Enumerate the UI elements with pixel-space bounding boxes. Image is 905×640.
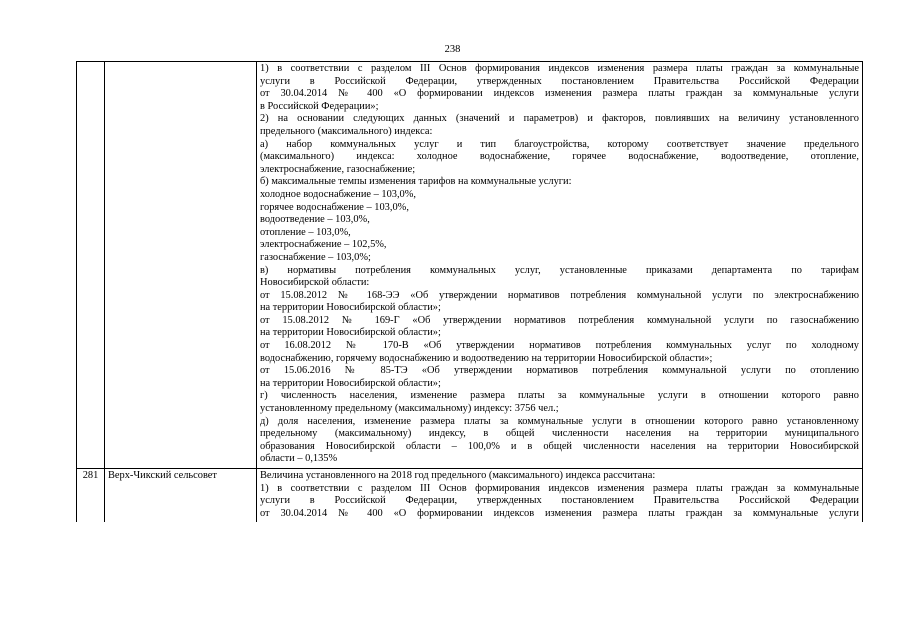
description-line: предельного (максимального) индекса: [260, 125, 433, 137]
description-line: отопление – 103,0%, [260, 226, 351, 238]
description-line: 2) на основании следующих данных (значений и параметров) и факторов, повлиявших на величину установленного [260, 113, 859, 125]
description-line: д) доля населения, изменение размера платы за коммунальные услуги в отношении которого равно установленному [260, 415, 859, 427]
description-line: б) максимальные темпы изменения тарифов на коммунальные услуги: [260, 176, 572, 188]
page-number: 238 [444, 44, 461, 55]
description-line: 1) в соответствии с разделом III Основ формирования индексов изменения размера платы граждан за коммунальные [260, 482, 859, 494]
description-line: электроснабжение – 102,5%, [260, 239, 387, 251]
table-row [77, 62, 863, 469]
description-line: установленному предельному (максимальному) индексу: 3756 чел.; [260, 403, 559, 415]
description-line: холодное водоснабжение – 103,0%, [260, 188, 417, 200]
description-line: горячее водоснабжение – 103,0%, [260, 201, 409, 213]
description-line: водоотведение – 103,0%, [260, 214, 370, 226]
municipality-name-cell: Верх-Чикский сельсовет [105, 469, 257, 523]
index-table [76, 61, 863, 522]
description-line: на территории Новосибирской области»; [260, 327, 441, 339]
description-line: Величина установленного на 2018 год предельного (максимального) индекса рассчитана: [260, 470, 656, 481]
description-line: от 15.08.2012 № 169-Г «Об утверждении нормативов потребления коммунальной услуги по газоснабжению [260, 314, 859, 326]
description-line: области – 0,135% [260, 453, 338, 465]
description-cell [257, 469, 863, 523]
description-line: Новосибирской области: [260, 277, 370, 289]
description-line: услуги в Российской Федерации, утвержденных постановлением Правительства Российской Федерации [260, 495, 859, 507]
row-number-cell [77, 62, 105, 469]
description-line: от 15.06.2016 № 85-ТЭ «Об утверждении нормативов потребления коммунальной услуги по отоплению [260, 365, 859, 377]
description-line: 1) в соответствии с разделом III Основ формирования индексов изменения размера платы граждан за коммунальные [260, 63, 859, 74]
description-line: газоснабжение – 103,0%; [260, 251, 371, 263]
description-line: (максимального) индекса: холодное водоснабжение, горячее водоснабжение, водоотведение, отопление, [260, 151, 859, 163]
description-line: от 16.08.2012 № 170-В «Об утверждении нормативов потребления коммунальных услуг по холодному [260, 340, 859, 352]
description-line: от 15.08.2012 № 168-ЭЭ «Об утверждении нормативов потребления коммунальной услуги по электроснабжению [260, 289, 859, 301]
description-line: в Российской Федерации»; [260, 100, 379, 112]
municipality-name-cell [105, 62, 257, 469]
table-row [77, 469, 863, 523]
description-line: на территории Новосибирской области»; [260, 377, 441, 389]
description-line: электроснабжение, газоснабжение; [260, 163, 416, 175]
description-line: водоснабжению, горячему водоснабжению и водоотведению на территории Новосибирской области»; [260, 352, 713, 364]
description-cell [257, 62, 863, 469]
description-line: от 30.04.2014 № 400 «О формировании индексов изменения размера платы граждан за коммунальные услуги [260, 507, 859, 519]
description-line: услуги в Российской Федерации, утвержденных постановлением Правительства Российской Федерации [260, 75, 859, 87]
description-line: от 30.04.2014 № 400 «О формировании индексов изменения размера платы граждан за коммунальные услуги [260, 88, 859, 100]
description-line: в) нормативы потребления коммунальных услуг, установленные приказами департамента по тарифам [260, 264, 859, 276]
row-number-cell: 281 [77, 469, 105, 523]
description-line: образования Новосибирской области – 100,0% и в общей численности населения на территории Новосибирской [260, 440, 859, 452]
description-line: на территории Новосибирской области»; [260, 302, 441, 314]
description-line: г) численность населения, изменение размера платы за коммунальные услуги в отношении которого равно [260, 390, 859, 402]
description-line: а) набор коммунальных услуг и тип благоустройства, которому соответствует значение предельного [260, 138, 859, 150]
description-line: предельному (максимальному) индексу, в общей численности населения на территории муниципального [260, 428, 859, 440]
